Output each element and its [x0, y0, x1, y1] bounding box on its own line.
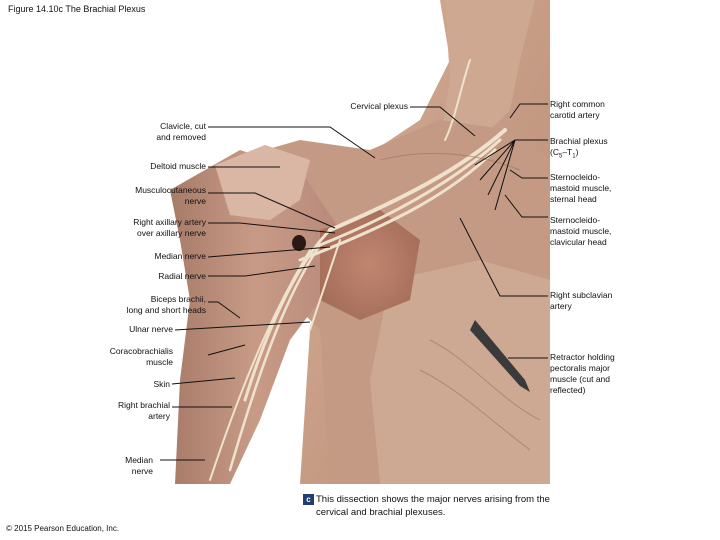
label-median-nerve-1: Median nerve	[154, 251, 206, 261]
label-median-nerve-2: Median nerve	[125, 455, 153, 476]
brachial-plexus-formula: $(C_5-T_1)$	[550, 147, 579, 160]
label-scm-sternal: Sternocleido- mastoid muscle, sternal head	[550, 172, 612, 204]
label-retractor: Retractor holding pectoralis major muscle (cut and reflected)	[550, 352, 615, 395]
label-musculocutaneous: Musculocutaneous nerve	[135, 185, 206, 206]
shadow-spot	[292, 235, 306, 251]
label-clavicle: Clavicle, cut and removed	[156, 121, 206, 142]
label-cervical-plexus: Cervical plexus	[350, 101, 408, 111]
label-ulnar: Ulnar nerve	[129, 324, 173, 334]
label-coracobrachialis: Coracobrachialis muscle	[109, 346, 173, 367]
copyright-notice: © 2015 Pearson Education, Inc.	[6, 524, 120, 533]
label-brachial-artery: Right brachial artery	[118, 400, 170, 421]
label-deltoid: Deltoid muscle	[150, 161, 206, 171]
label-biceps: Biceps brachii, long and short heads	[126, 294, 206, 315]
label-brachial-plexus: Brachial plexus $(C_5-T_1)$	[550, 136, 710, 163]
dissection-photo	[150, 0, 550, 484]
label-carotid: Right common carotid artery	[550, 99, 605, 120]
label-skin: Skin	[153, 379, 170, 389]
label-radial: Radial nerve	[158, 271, 206, 281]
label-subclavian: Right subclavian artery	[550, 290, 613, 311]
caption-badge: c	[303, 494, 314, 505]
label-scm-clavicular: Sternocleido- mastoid muscle, clavicular head	[550, 215, 612, 247]
label-axillary: Right axillary artery over axillary nerve	[133, 217, 206, 238]
figure-caption: This dissection shows the major nerves arising from the cervical and brachial plexuses.	[316, 494, 550, 518]
figure-title: Figure 14.10c The Brachial Plexus	[8, 4, 146, 14]
